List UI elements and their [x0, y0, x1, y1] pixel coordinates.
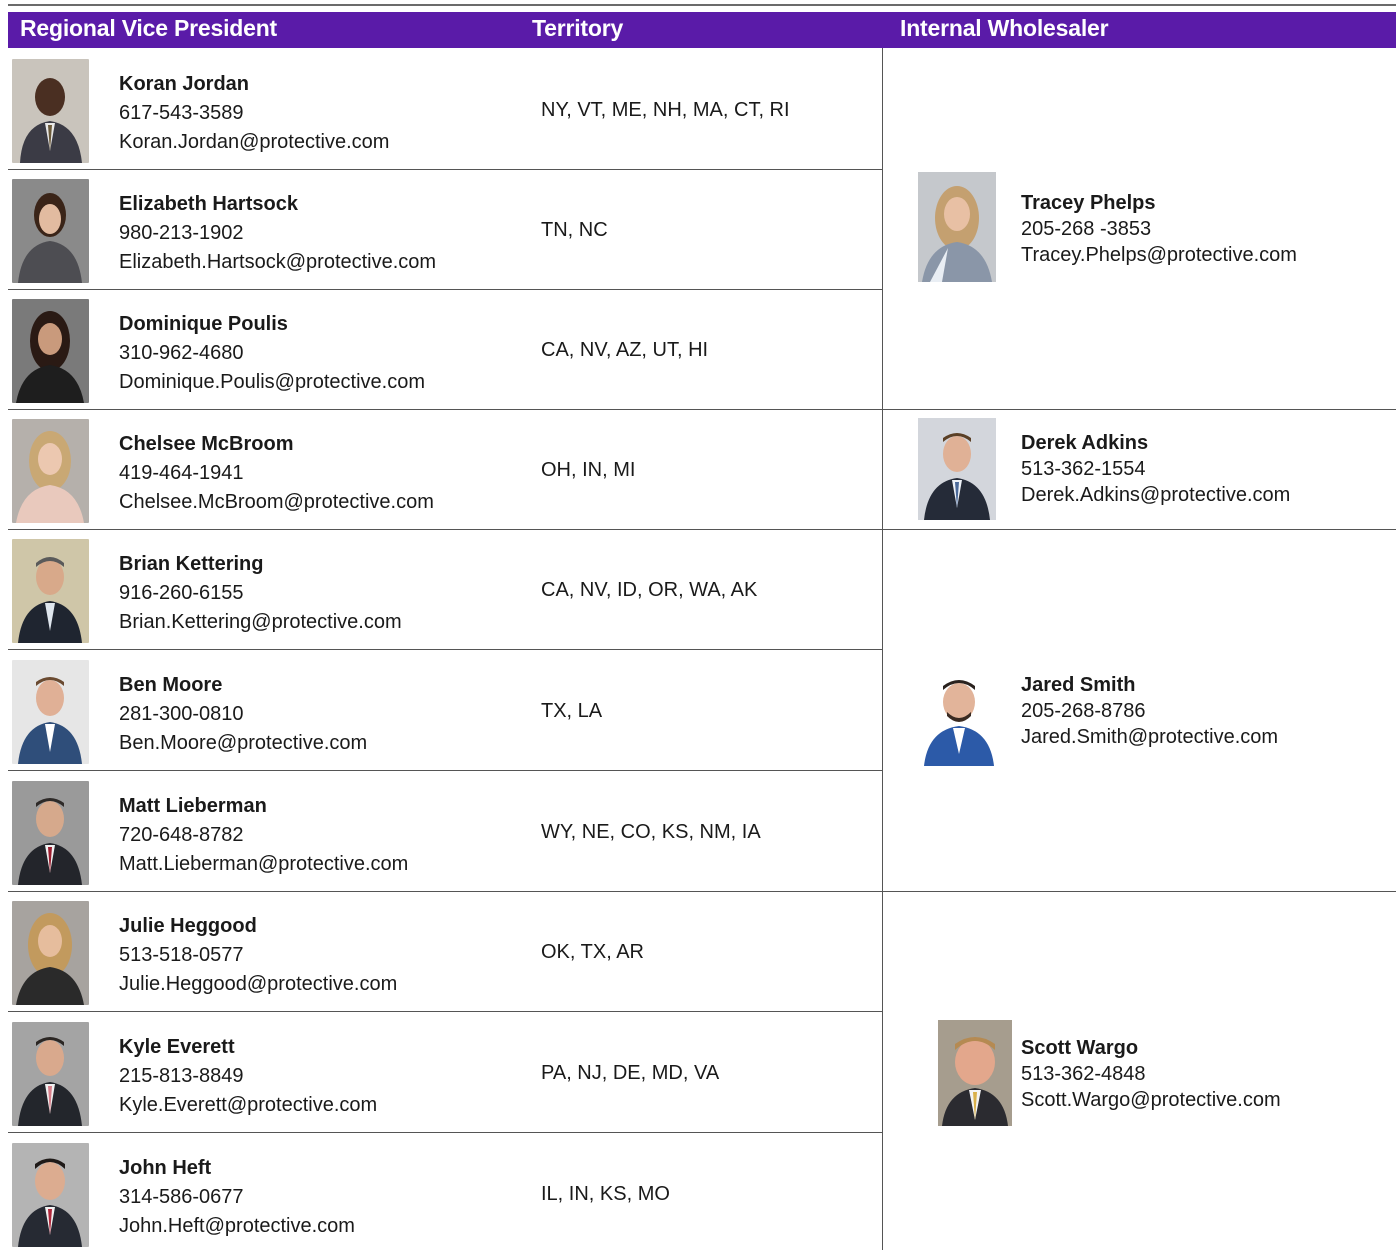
avatar: [12, 1022, 89, 1126]
rvp-phone[interactable]: 419-464-1941: [119, 462, 244, 484]
wholesaler-email[interactable]: Scott.Wargo@protective.com: [1021, 1089, 1281, 1111]
wholesaler-phone[interactable]: 513-362-4848: [1021, 1063, 1146, 1085]
wholesaler-name: Scott Wargo: [1021, 1037, 1139, 1059]
wholesaler-email[interactable]: Tracey.Phelps@protective.com: [1021, 244, 1297, 266]
avatar: [938, 1020, 1012, 1126]
rvp-phone[interactable]: 215-813-8849: [119, 1065, 244, 1087]
rvp-row: [8, 1013, 883, 1133]
avatar: [12, 59, 89, 163]
table-header: [8, 12, 1396, 48]
rvp-email[interactable]: Julie.Heggood@protective.com: [119, 973, 398, 995]
avatar: [918, 418, 996, 520]
row-divider: [8, 649, 883, 650]
wholesaler-phone[interactable]: 205-268 -3853: [1021, 218, 1152, 240]
avatar: [12, 1143, 89, 1247]
rvp-territory: TX, LA: [541, 700, 603, 722]
rvp-phone[interactable]: 314-586-0677: [119, 1186, 244, 1208]
avatar: [12, 419, 89, 523]
wholesaler-name: Jared Smith: [1021, 674, 1136, 696]
rvp-phone[interactable]: 281-300-0810: [119, 703, 244, 725]
rvp-name: Elizabeth Hartsock: [119, 193, 298, 215]
rvp-territory: CA, NV, AZ, UT, HI: [541, 339, 709, 361]
rvp-name: Chelsee McBroom: [119, 433, 294, 455]
rvp-row: [8, 290, 883, 410]
avatar: [12, 901, 89, 1005]
rvp-name: Dominique Poulis: [119, 313, 288, 335]
rvp-email[interactable]: Matt.Lieberman@protective.com: [119, 853, 409, 875]
rvp-territory: OK, TX, AR: [541, 941, 644, 963]
rvp-email[interactable]: Chelsee.McBroom@protective.com: [119, 491, 434, 513]
wholesaler-email[interactable]: Jared.Smith@protective.com: [1021, 726, 1279, 748]
row-divider: [8, 770, 883, 771]
rvp-email[interactable]: Ben.Moore@protective.com: [119, 732, 368, 754]
rvp-territory: WY, NE, CO, KS, NM, IA: [541, 821, 761, 843]
rvp-email[interactable]: Dominique.Poulis@protective.com: [119, 371, 425, 393]
wholesaler-phone[interactable]: 205-268-8786: [1021, 700, 1146, 722]
header-territory: Territory: [532, 15, 624, 41]
rvp-phone[interactable]: 720-648-8782: [119, 824, 244, 846]
rvp-name: Matt Lieberman: [119, 795, 267, 817]
rvp-territory: PA, NJ, DE, MD, VA: [541, 1062, 720, 1084]
avatar: [12, 299, 89, 403]
rvp-phone[interactable]: 617-543-3589: [119, 102, 244, 124]
wholesaler-name: Derek Adkins: [1021, 432, 1149, 454]
wholesaler-email[interactable]: Derek.Adkins@protective.com: [1021, 484, 1291, 506]
rvp-row: [8, 1134, 883, 1250]
top-rule: [8, 4, 1396, 6]
wholesaler-name: Tracey Phelps: [1021, 192, 1156, 214]
header-wholesaler: Internal Wholesaler: [900, 15, 1109, 41]
wholesaler-cell: [883, 530, 1396, 892]
rvp-phone[interactable]: 980-213-1902: [119, 222, 244, 244]
rvp-name: Julie Heggood: [119, 915, 257, 937]
rvp-row: [8, 170, 883, 290]
rvp-email[interactable]: Kyle.Everett@protective.com: [119, 1094, 378, 1116]
rvp-territory: NY, VT, ME, NH, MA, CT, RI: [541, 99, 790, 121]
rvp-email[interactable]: Elizabeth.Hartsock@protective.com: [119, 251, 437, 273]
avatar: [12, 539, 89, 643]
row-divider: [8, 1011, 883, 1012]
avatar: [920, 668, 998, 766]
rvp-name: Brian Kettering: [119, 553, 264, 575]
avatar: [12, 179, 89, 283]
avatar: [918, 172, 996, 282]
wholesaler-cell: [883, 48, 1396, 410]
avatar: [12, 781, 89, 885]
rvp-name: John Heft: [119, 1157, 212, 1179]
rvp-email[interactable]: Koran.Jordan@protective.com: [119, 131, 390, 153]
rvp-territory: CA, NV, ID, OR, WA, AK: [541, 579, 758, 601]
avatar: [12, 660, 89, 764]
row-divider: [8, 1132, 883, 1133]
rvp-row: [8, 651, 883, 771]
rvp-row: [8, 410, 883, 530]
rvp-row: [8, 892, 883, 1012]
rvp-name: Koran Jordan: [119, 73, 250, 95]
rvp-email[interactable]: Brian.Kettering@protective.com: [119, 611, 402, 633]
rvp-row: [8, 50, 883, 170]
rvp-email[interactable]: John.Heft@protective.com: [119, 1215, 355, 1237]
wholesaler-cell: [883, 892, 1396, 1250]
rvp-phone[interactable]: 916-260-6155: [119, 582, 244, 604]
rvp-row: [8, 772, 883, 892]
rvp-phone[interactable]: 310-962-4680: [119, 342, 244, 364]
rvp-territory: TN, NC: [541, 219, 608, 241]
header-rvp: Regional Vice President: [20, 15, 278, 41]
rvp-name: Ben Moore: [119, 674, 223, 696]
rvp-territory: IL, IN, KS, MO: [541, 1183, 670, 1205]
rvp-name: Kyle Everett: [119, 1036, 235, 1058]
rvp-territory: OH, IN, MI: [541, 459, 636, 481]
wholesaler-cell: [883, 410, 1396, 530]
rvp-phone[interactable]: 513-518-0577: [119, 944, 244, 966]
wholesaler-phone[interactable]: 513-362-1554: [1021, 458, 1146, 480]
rvp-row: [8, 530, 883, 650]
